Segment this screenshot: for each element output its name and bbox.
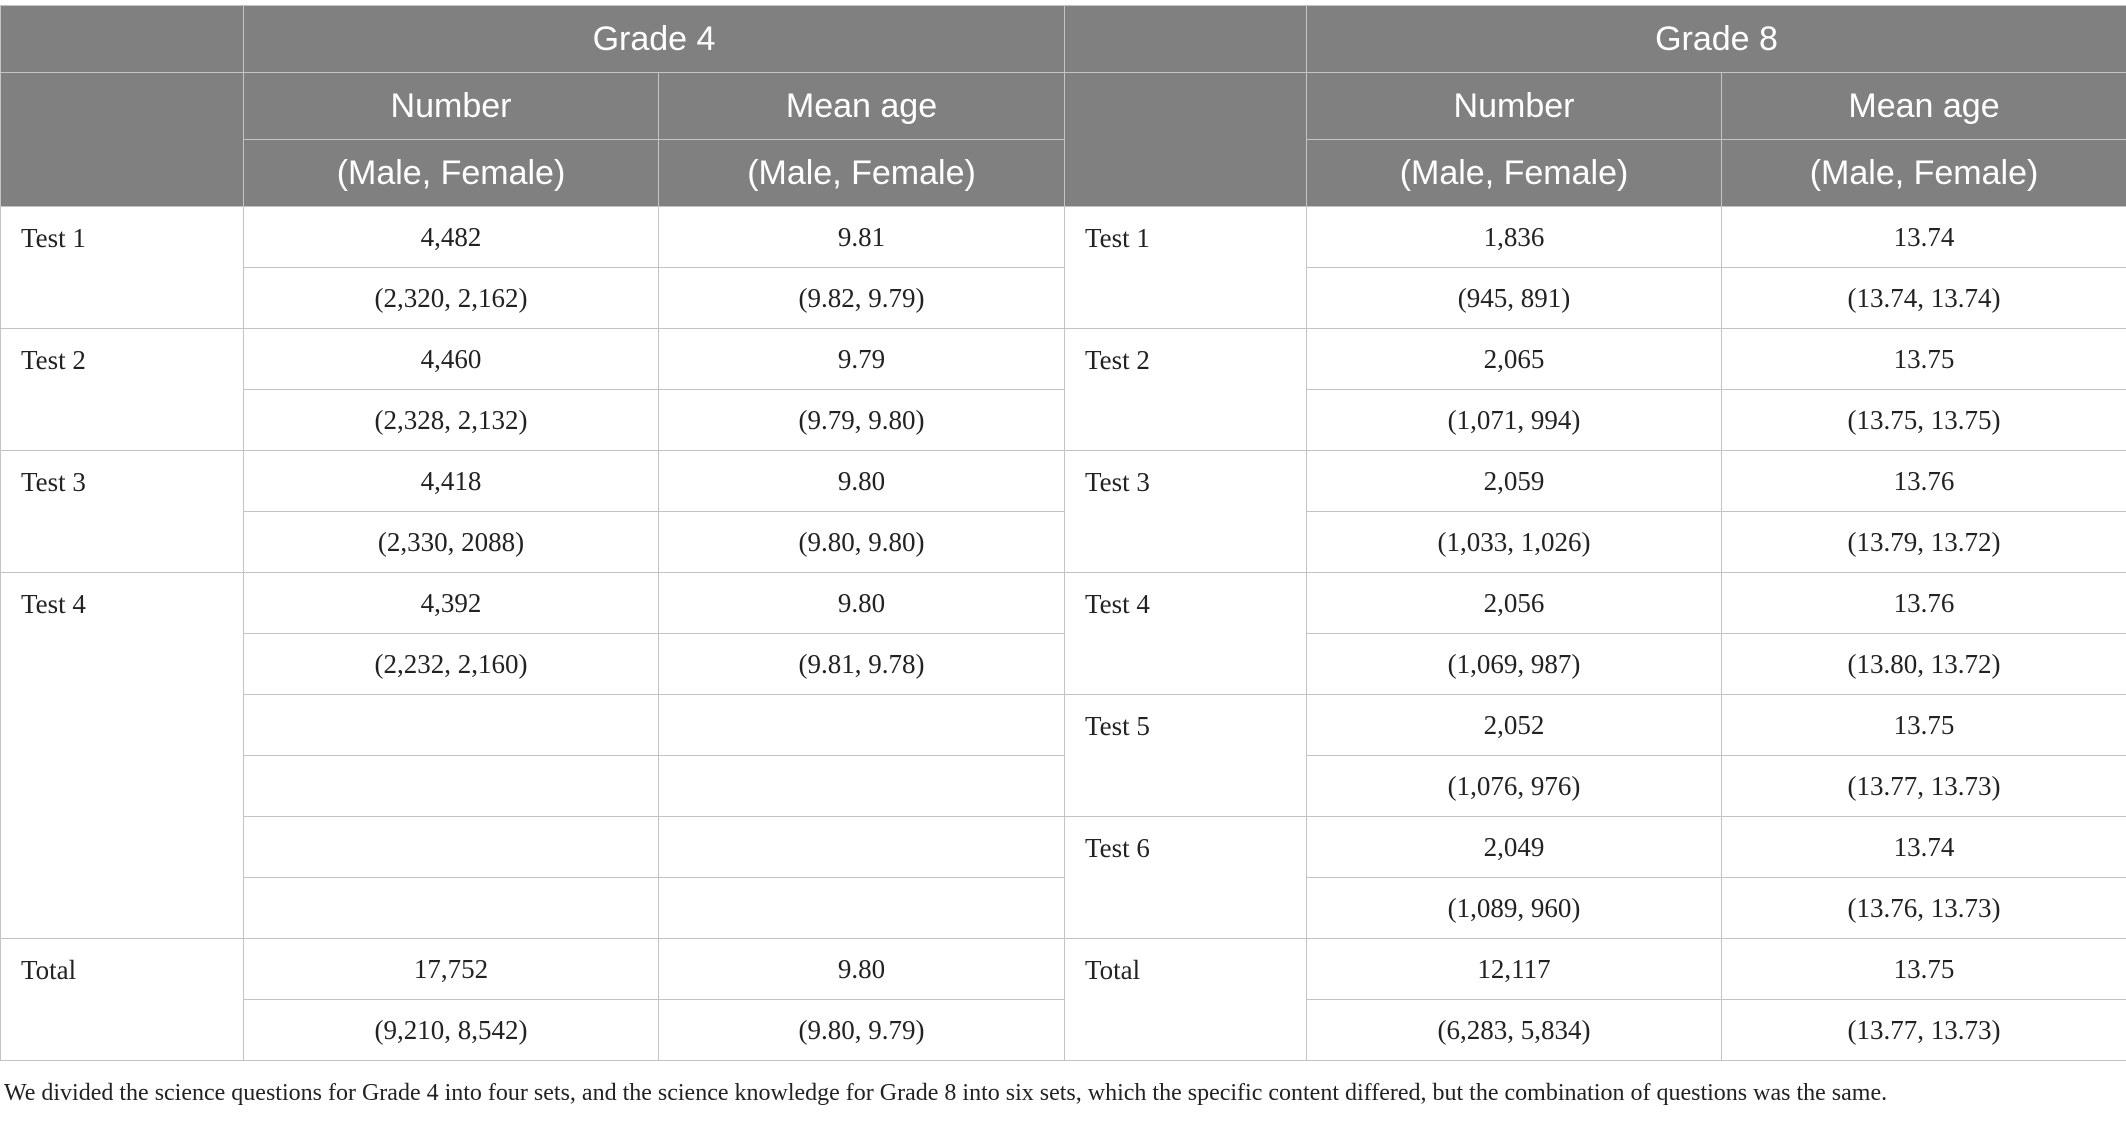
g8-mean-age-mf: (13.74, 13.74): [1722, 268, 2126, 329]
g8-number-mf: (945, 891): [1307, 268, 1722, 329]
g4-mean-age: 9.81: [659, 207, 1065, 268]
g4-empty-cell: [244, 756, 659, 817]
header-blank-middle-2: [1065, 73, 1307, 207]
g4-mean-age: 9.80: [659, 451, 1065, 512]
total-row: [1, 1000, 2126, 1061]
g8-row-label: Test 5: [1065, 695, 1307, 817]
table-row: [1, 512, 2126, 573]
g4-empty-cell: [244, 695, 659, 756]
g4-empty-cell: [659, 878, 1065, 939]
table-header: [1, 6, 2126, 207]
table-row: [1, 817, 2126, 878]
g4-mean-age: 9.79: [659, 329, 1065, 390]
g8-number: 2,065: [1307, 329, 1722, 390]
g4-total-number: 17,752: [244, 939, 659, 1000]
g8-row-label: Test 6: [1065, 817, 1307, 939]
g4-empty-cell: [244, 817, 659, 878]
total-row: [1, 939, 2126, 1000]
g4-number-mf: (2,320, 2,162): [244, 268, 659, 329]
header-grade4: Grade 4: [244, 6, 1065, 73]
g8-mean-age: 13.74: [1722, 207, 2126, 268]
g4-mean-age-mf: (9.79, 9.80): [659, 390, 1065, 451]
g8-number: 2,056: [1307, 573, 1722, 634]
g8-number-mf: (1,033, 1,026): [1307, 512, 1722, 573]
g4-number-mf: (2,330, 2088): [244, 512, 659, 573]
g4-total-mean-age: 9.80: [659, 939, 1065, 1000]
table-row: [1, 390, 2126, 451]
g4-empty-cell: [659, 695, 1065, 756]
g8-number: 2,049: [1307, 817, 1722, 878]
g8-row-label: Test 3: [1065, 451, 1307, 573]
g4-mean-age-mf: (9.80, 9.80): [659, 512, 1065, 573]
g4-number: 4,392: [244, 573, 659, 634]
header-grade4-number-sub: (Male, Female): [244, 140, 659, 207]
g8-number-mf: (1,071, 994): [1307, 390, 1722, 451]
g8-number-mf: (1,089, 960): [1307, 878, 1722, 939]
g8-mean-age: 13.76: [1722, 573, 2126, 634]
g4-empty-cell: [659, 756, 1065, 817]
header-blank-left: [1, 6, 244, 73]
table-row: [1, 207, 2126, 268]
g8-mean-age: 13.75: [1722, 695, 2126, 756]
g8-total-number: 12,117: [1307, 939, 1722, 1000]
g8-mean-age-mf: (13.80, 13.72): [1722, 634, 2126, 695]
header-grade4-age-sub: (Male, Female): [659, 140, 1065, 207]
g8-number-mf: (1,076, 976): [1307, 756, 1722, 817]
g4-mean-age-mf: (9.82, 9.79): [659, 268, 1065, 329]
g8-mean-age-mf: (13.79, 13.72): [1722, 512, 2126, 573]
g8-total-mean-age: 13.75: [1722, 939, 2126, 1000]
header-grade8-age-sub: (Male, Female): [1722, 140, 2126, 207]
table-row: [1, 268, 2126, 329]
table-row: [1, 451, 2126, 512]
g8-mean-age: 13.76: [1722, 451, 2126, 512]
g8-mean-age-mf: (13.76, 13.73): [1722, 878, 2126, 939]
g8-number: 2,052: [1307, 695, 1722, 756]
g4-empty-cell: [659, 817, 1065, 878]
demographics-table: [0, 5, 2126, 1061]
table-body: [1, 207, 2126, 1061]
g8-total-mean-age-mf: (13.77, 13.73): [1722, 1000, 2126, 1061]
g8-number: 1,836: [1307, 207, 1722, 268]
header-grade4-number: Number: [244, 73, 659, 140]
g4-row-label: Test 3: [1, 451, 244, 573]
g8-mean-age: 13.75: [1722, 329, 2126, 390]
g4-number: 4,482: [244, 207, 659, 268]
table-row: [1, 878, 2126, 939]
g4-number-mf: (2,232, 2,160): [244, 634, 659, 695]
g4-row-label: Test 1: [1, 207, 244, 329]
table-row: [1, 756, 2126, 817]
header-grade8-mean-age: Mean age: [1722, 73, 2126, 140]
g8-number: 2,059: [1307, 451, 1722, 512]
g4-total-mean-age-mf: (9.80, 9.79): [659, 1000, 1065, 1061]
g8-total-label: Total: [1065, 939, 1307, 1061]
g8-row-label: Test 1: [1065, 207, 1307, 329]
table-row: [1, 573, 2126, 634]
g4-total-number-mf: (9,210, 8,542): [244, 1000, 659, 1061]
table-row: [1, 634, 2126, 695]
g4-number: 4,418: [244, 451, 659, 512]
g4-mean-age-mf: (9.81, 9.78): [659, 634, 1065, 695]
table-row: [1, 695, 2126, 756]
header-grade8: Grade 8: [1307, 6, 2126, 73]
g4-mean-age: 9.80: [659, 573, 1065, 634]
g4-row-label: Test 2: [1, 329, 244, 451]
table-footnote: We divided the science questions for Grade 4 into four sets, and the science knowledge for Grade 8 into six sets, which the specific content differed, but the combination of questions was the same.: [4, 1080, 1888, 1106]
header-blank-left-2: [1, 73, 244, 207]
g8-mean-age-mf: (13.75, 13.75): [1722, 390, 2126, 451]
header-grade4-mean-age: Mean age: [659, 73, 1065, 140]
g4-number-mf: (2,328, 2,132): [244, 390, 659, 451]
g8-mean-age-mf: (13.77, 13.73): [1722, 756, 2126, 817]
g4-empty-cell: [244, 878, 659, 939]
table-row: [1, 329, 2126, 390]
g8-total-number-mf: (6,283, 5,834): [1307, 1000, 1722, 1061]
g4-number: 4,460: [244, 329, 659, 390]
g8-row-label: Test 2: [1065, 329, 1307, 451]
g8-row-label: Test 4: [1065, 573, 1307, 695]
header-grade8-number-sub: (Male, Female): [1307, 140, 1722, 207]
header-grade8-number: Number: [1307, 73, 1722, 140]
g4-row-label: Test 4: [1, 573, 244, 939]
g4-total-label: Total: [1, 939, 244, 1061]
header-blank-middle: [1065, 6, 1307, 73]
g8-number-mf: (1,069, 987): [1307, 634, 1722, 695]
g8-mean-age: 13.74: [1722, 817, 2126, 878]
